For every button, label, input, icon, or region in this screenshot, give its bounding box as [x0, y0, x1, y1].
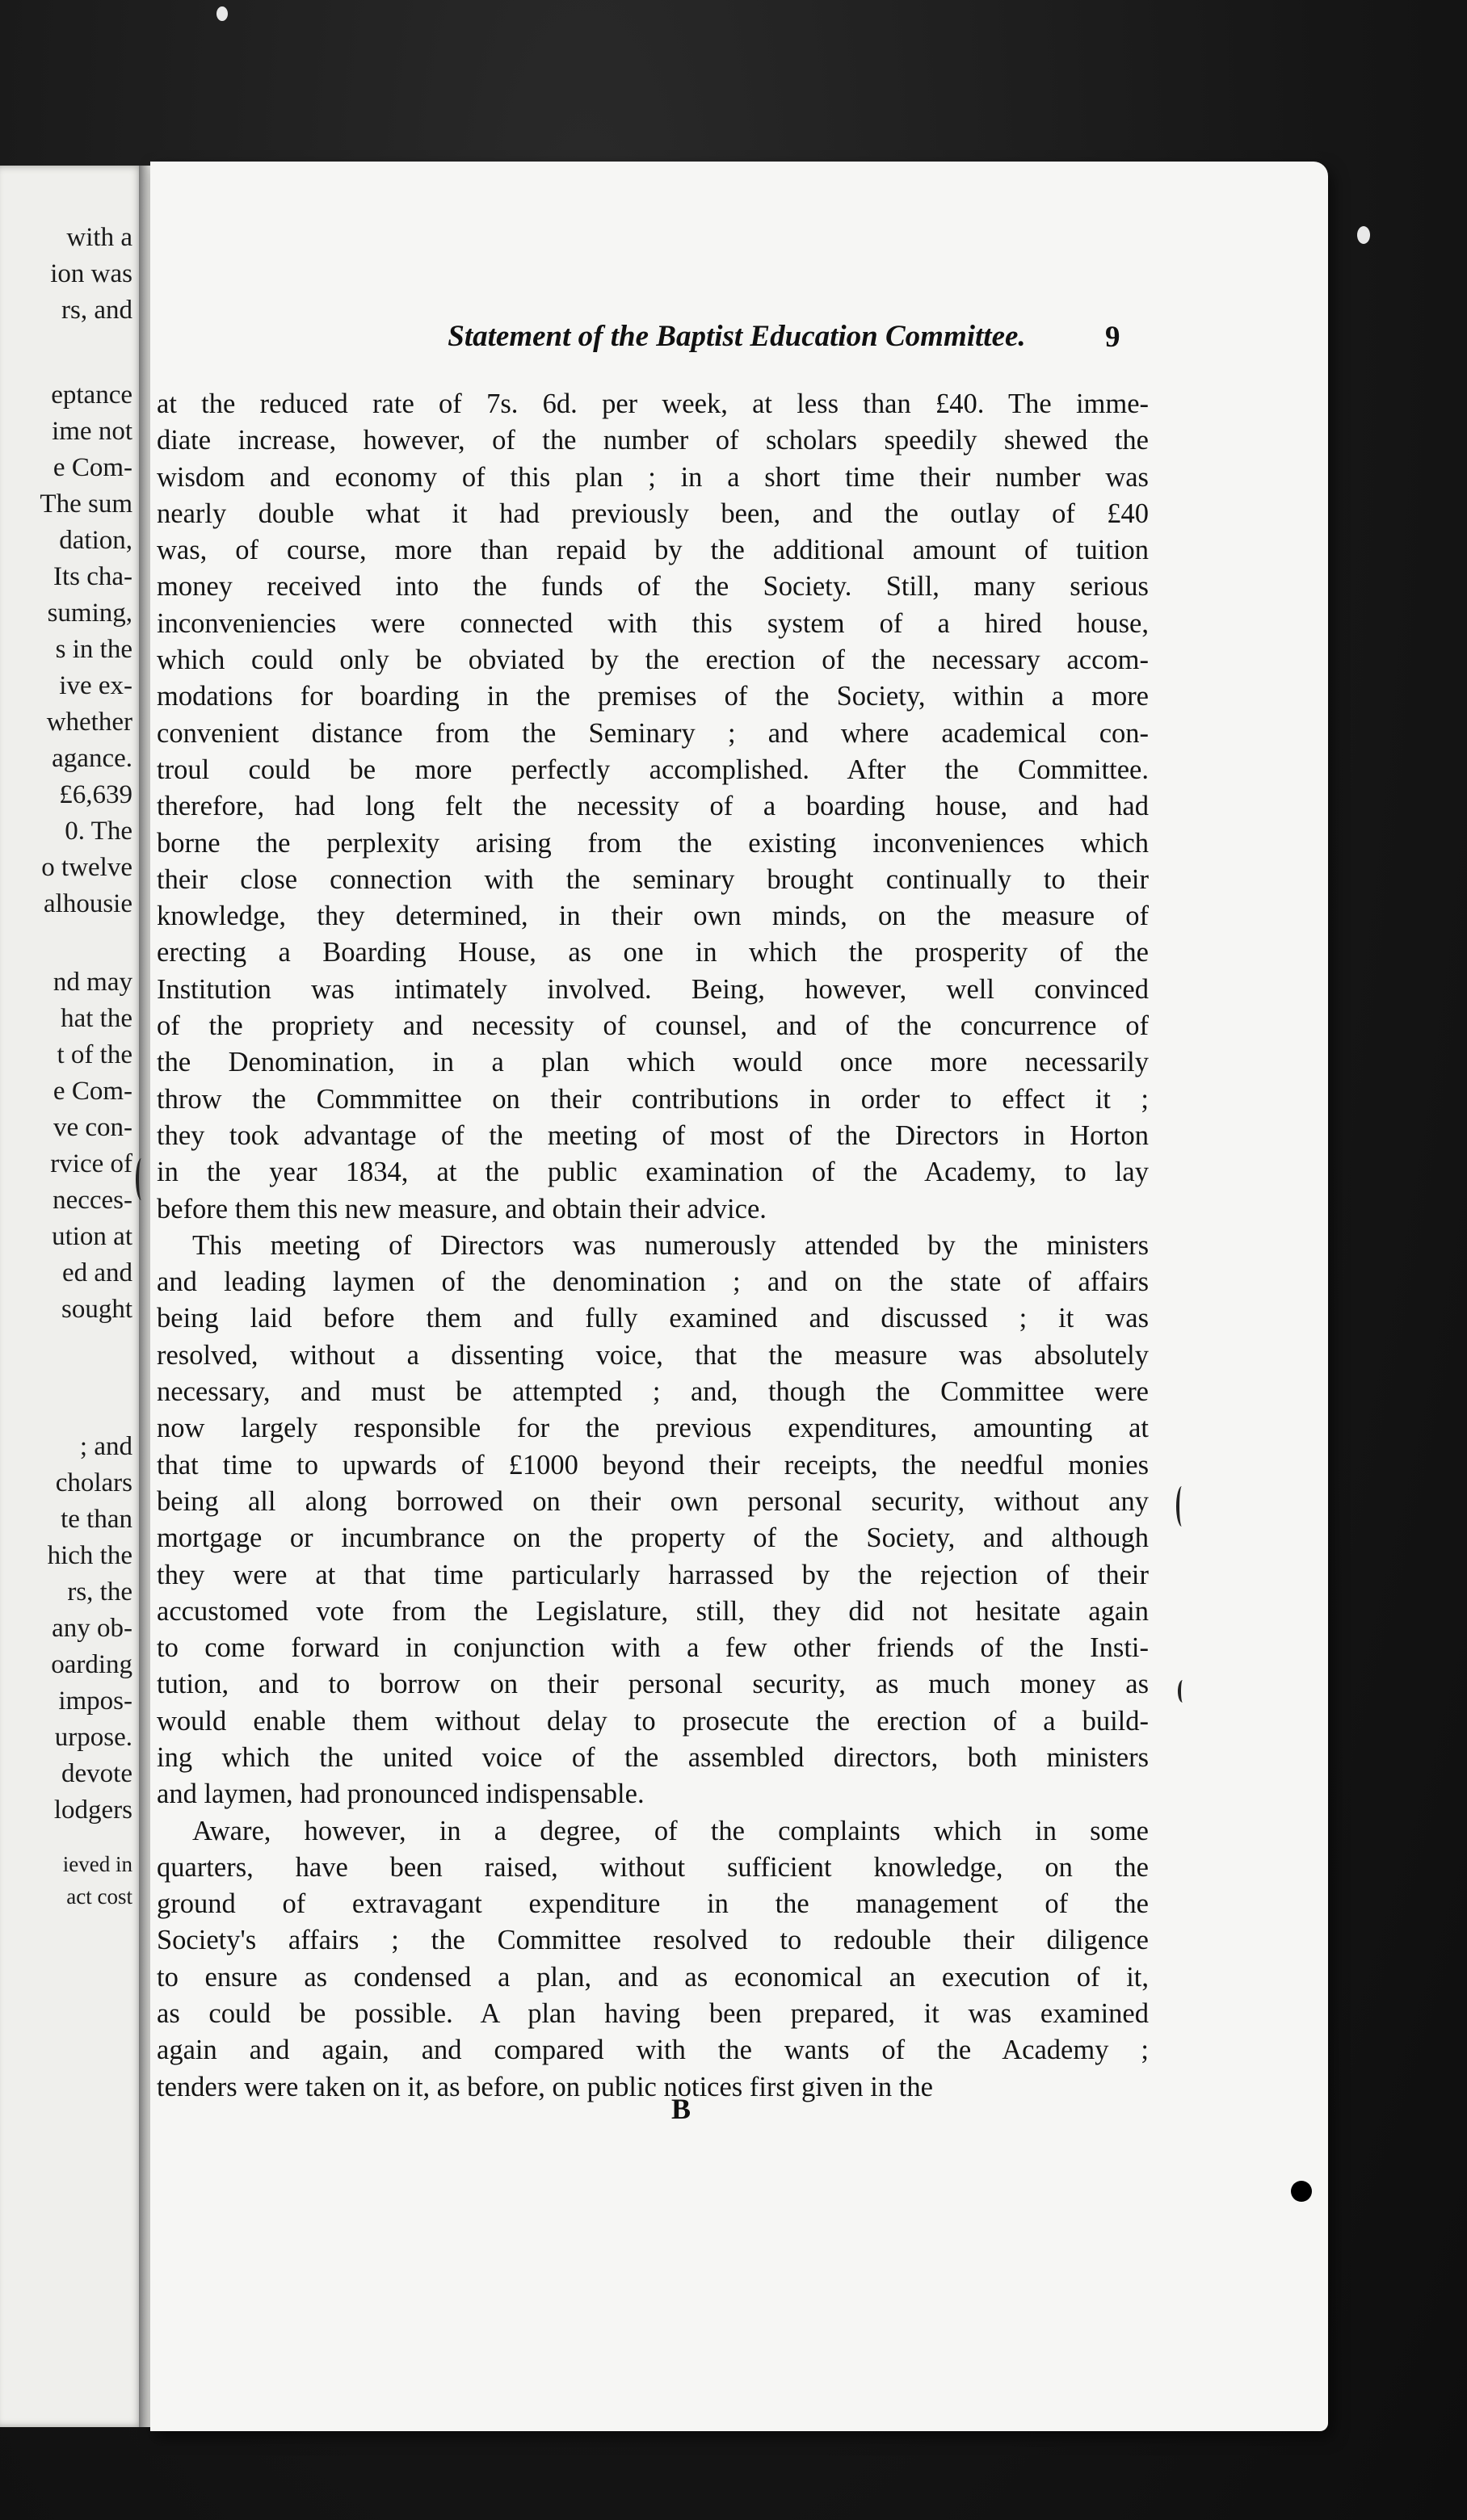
left-page-fragment: rs, and — [61, 296, 132, 325]
left-page-fragment: The sum — [40, 489, 132, 519]
body-line: and laymen, had pronounced indispensable. — [157, 1779, 645, 1810]
body-line: ing which the united voice of the assembled directors, both ministers — [157, 1741, 1149, 1773]
body-line: the Denomination, in a plan which would once more necessarily — [157, 1047, 1149, 1078]
left-page-fragment: devote — [61, 1759, 132, 1788]
left-page-fragment: ; and — [79, 1432, 132, 1461]
left-page-fragment: cholars — [55, 1468, 132, 1497]
body-line: modations for boarding in the premises of the Society, within a more — [157, 681, 1149, 712]
left-page-fragment: e Com- — [53, 1077, 132, 1106]
margin-pencil-mark — [1176, 1486, 1187, 1527]
body-line: convenient distance from the Seminary ; and where academical con- — [157, 717, 1149, 749]
body-line: they took advantage of the meeting of most of the Directors in Horton — [157, 1119, 1149, 1151]
left-page-fragment: £6,639 — [59, 780, 132, 809]
left-page-fragment: suming, — [47, 598, 132, 628]
body-line: inconveniencies were connected with this system of a hired house, — [157, 607, 1149, 639]
body-line: being all along borrowed on their own personal security, without any — [157, 1485, 1149, 1517]
body-line: they were at that time particularly harrassed by the rejection of their — [157, 1559, 1149, 1590]
body-line: throw the Commmittee on their contributions in order to effect it ; — [157, 1083, 1149, 1115]
body-line: Society's affairs ; the Committee resolved to redouble their diligence — [157, 1925, 1149, 1956]
left-page-fragment: sought — [61, 1295, 132, 1324]
left-page-fragment: ive ex- — [59, 671, 132, 700]
left-page-fragment: 0. The — [65, 817, 132, 846]
body-line: was, of course, more than repaid by the additional amount of tuition — [157, 535, 1149, 566]
body-line: and leading laymen of the denomination ; and on the state of affairs — [157, 1266, 1149, 1298]
body-line: money received into the funds of the Society. Still, many serious — [157, 571, 1149, 603]
left-page-fragment: whether — [46, 708, 132, 737]
left-page-fragment: urpose. — [54, 1723, 132, 1752]
right-page — [150, 162, 1328, 2431]
body-line: tution, and to borrow on their personal security, as much money as — [157, 1669, 1149, 1700]
left-page-fragment: rs, the — [67, 1577, 132, 1606]
left-page-fragment: act cost — [66, 1884, 132, 1909]
body-line: would enable them without delay to prosecute the erection of a build- — [157, 1705, 1149, 1737]
left-page-fragment: nd may — [53, 968, 132, 997]
left-page-fragment: eptance — [51, 380, 132, 410]
left-page-fragment: rvice of — [50, 1149, 132, 1178]
left-page-fragment: ution at — [52, 1222, 132, 1251]
body-line: which could only be obviated by the erection of the necessary accom- — [157, 645, 1149, 676]
body-line: before them this new measure, and obtain their advice. — [157, 1193, 767, 1224]
body-line: erecting a Boarding House, as one in which the prosperity of the — [157, 937, 1149, 968]
punch-hole-mark — [1291, 2181, 1312, 2202]
left-page-fragment: te than — [61, 1505, 132, 1534]
body-line: diate increase, however, of the number of scholars speedily shewed the — [157, 425, 1149, 456]
body-line: therefore, had long felt the necessity of a boarding house, and had — [157, 791, 1149, 822]
body-line: in the year 1834, at the public examination of the Academy, to lay — [157, 1157, 1149, 1188]
margin-pencil-mark — [136, 1158, 147, 1200]
body-line: of the propriety and necessity of counsel, and of the concurrence of — [157, 1010, 1149, 1042]
margin-pencil-mark — [1178, 1680, 1187, 1703]
body-line: This meeting of Directors was numerously attended by the ministers — [192, 1229, 1149, 1261]
left-page-fragment: ed and — [61, 1258, 132, 1287]
left-page-fragment: ion was — [50, 259, 132, 288]
left-page-fragment: Its cha- — [53, 562, 132, 591]
body-line: wisdom and economy of this plan ; in a short time their number was — [157, 461, 1149, 493]
running-header: Statement of the Baptist Education Committee. — [448, 320, 1026, 353]
body-text — [157, 386, 1149, 2106]
left-page-fragment: any ob- — [52, 1614, 132, 1643]
body-line: again and again, and compared with the wants of the Academy ; — [157, 2035, 1149, 2066]
body-line: to come forward in conjunction with a few other friends of the Insti- — [157, 1632, 1149, 1664]
body-line: resolved, without a dissenting voice, that the measure was absolutely — [157, 1339, 1149, 1371]
left-page-fragment: e Com- — [53, 453, 132, 482]
body-line: quarters, have been raised, without sufficient knowledge, on the — [157, 1851, 1149, 1883]
left-page-fragment: with a — [66, 223, 132, 252]
left-page-fragment: impos- — [58, 1686, 132, 1716]
body-line: Institution was intimately involved. Being, however, well convinced — [157, 973, 1149, 1005]
left-page-fragment: s in the — [55, 635, 132, 664]
body-line: accustomed vote from the Legislature, still, they did not hesitate again — [157, 1595, 1149, 1627]
left-page-fragment: oarding — [51, 1650, 132, 1679]
body-line: Aware, however, in a degree, of the complaints which in some — [192, 1815, 1149, 1846]
left-page-fragment: agance. — [52, 744, 132, 773]
left-page-fragment: t of the — [57, 1040, 132, 1069]
body-line: that time to upwards of £1000 beyond their receipts, the needful monies — [157, 1449, 1149, 1480]
signature-mark: B — [671, 2093, 691, 2125]
body-line: at the reduced rate of 7s. 6d. per week, at less than £40. The imme- — [157, 388, 1149, 419]
left-page-fragment: hat the — [61, 1004, 132, 1033]
page-number: 9 — [1105, 321, 1120, 354]
left-page-fragment: necces- — [53, 1186, 132, 1215]
left-page-fragment: hich the — [47, 1541, 132, 1570]
left-page-fragment: lodgers — [53, 1796, 132, 1825]
scan-speck — [216, 6, 228, 21]
body-line: to ensure as condensed a plan, and as economical an execution of it, — [157, 1961, 1149, 1993]
body-line: as could be possible. A plan having been prepared, it was examined — [157, 1998, 1149, 2030]
body-line: tenders were taken on it, as before, on public notices first given in the — [157, 2071, 933, 2102]
body-line: troul could be more perfectly accomplished. After the Committee. — [157, 754, 1149, 785]
body-line: borne the perplexity arising from the existing inconveniences which — [157, 827, 1149, 859]
body-line: knowledge, they determined, in their own minds, on the measure of — [157, 901, 1149, 932]
body-line: ground of extravagant expenditure in the management of the — [157, 1888, 1149, 1920]
body-line: mortgage or incumbrance on the property of the Society, and although — [157, 1522, 1149, 1554]
left-page-fragment: o twelve — [41, 853, 132, 882]
body-line: being laid before them and fully examined and discussed ; it was — [157, 1303, 1149, 1334]
body-line: necessary, and must be attempted ; and, though the Committee were — [157, 1376, 1149, 1408]
scan-speck — [1357, 226, 1370, 244]
left-page-fragment: ime not — [52, 417, 132, 446]
left-page-fragment: ve con- — [53, 1113, 132, 1142]
body-line: nearly double what it had previously been, and the outlay of £40 — [157, 498, 1149, 529]
left-page-cropped — [0, 166, 144, 2427]
left-page-fragment: dation, — [59, 526, 132, 555]
body-line: their close connection with the seminary brought continually to their — [157, 863, 1149, 895]
body-line: now largely responsible for the previous expenditures, amounting at — [157, 1413, 1149, 1444]
left-page-fragment: ieved in — [62, 1852, 132, 1876]
left-page-fragment: alhousie — [44, 889, 132, 918]
